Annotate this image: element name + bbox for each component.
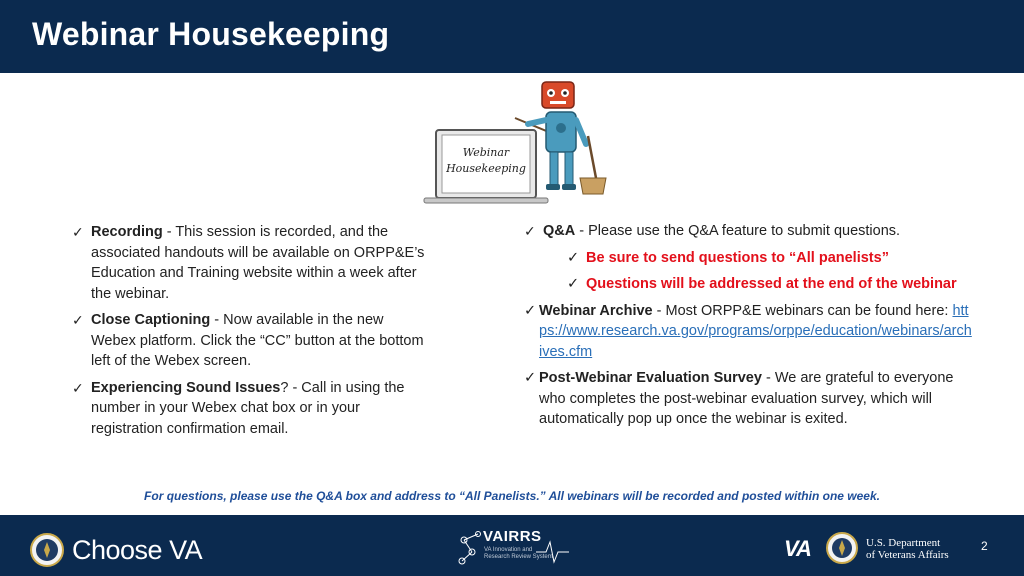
item-label: Close Captioning: [91, 312, 211, 328]
checkmark-icon: ✓: [72, 379, 84, 396]
right-column: [524, 221, 974, 436]
title-bar: [0, 0, 1024, 73]
item-label: Post-Webinar Evaluation Survey: [539, 370, 762, 386]
item-label: Q&A: [543, 223, 576, 239]
item-text: - This session is recorded, and the associated handouts will be available on ORPP&E’s Education and Training website within a week after the webinar.: [91, 224, 425, 302]
item-text: - Most ORPP&E webinars can be found here:: [652, 302, 953, 319]
subitem-text: Be sure to send questions to “All panelists”: [586, 249, 889, 266]
list-item-close-captioning: [72, 310, 432, 372]
list-item-sound-issues: [72, 378, 432, 440]
item-label: Webinar Archive: [539, 302, 653, 319]
qa-subitem-end: [524, 274, 974, 295]
checkmark-icon: ✓: [524, 302, 537, 319]
list-item-archive: [524, 301, 974, 363]
robot-laptop-illustration: [420, 78, 610, 208]
item-text: - Please use the Q&A feature to submit questions.: [575, 223, 901, 239]
item-text: - We are grateful to everyone who completes the post-webinar evaluation survey, which will automatically pop up once the webinar is exited.: [539, 370, 954, 427]
va-logo-text: VA: [784, 536, 811, 561]
list-item-survey: [524, 368, 974, 430]
checkmark-icon: ✓: [567, 249, 580, 266]
qa-subitem-panelists: [524, 248, 974, 269]
laptop-text-line2: Housekeeping: [446, 162, 526, 175]
vairrs-title: VAIRRS: [483, 528, 542, 545]
dept-line2: of Veterans Affairs: [866, 549, 949, 561]
va-seal-icon: [826, 532, 858, 564]
item-label: Recording: [91, 224, 163, 240]
dept-line1: U.S. Department: [866, 537, 941, 549]
vairrs-subtitle: VA Innovation and Research Review System: [484, 547, 553, 560]
subitem-text: Questions will be addressed at the end of the webinar: [586, 276, 957, 292]
va-seal-icon: [30, 533, 64, 567]
page-title: Webinar Housekeeping: [32, 16, 390, 52]
checkmark-icon: ✓: [72, 312, 84, 328]
item-text: - Now available in the new Webex platform. Click the “CC” button at the bottom left of the Webex screen.: [91, 312, 424, 369]
list-item-recording: [72, 222, 432, 304]
checkmark-icon: ✓: [524, 370, 537, 386]
checkmark-icon: ✓: [72, 224, 84, 240]
choose-va-logo: [30, 533, 202, 567]
item-label: Experiencing Sound Issues: [91, 379, 281, 396]
footer-note: For questions, please use the Q&A box and address to “All Panelists.” All webinars will be recorded and posted within one week.: [144, 489, 880, 503]
choose-va-text: Choose VA: [72, 534, 203, 565]
left-column: [72, 222, 432, 445]
page-number: 2: [981, 539, 988, 553]
item-text: ? - Call in using the number in your Webex chat box or in your registration confirmation email.: [91, 379, 405, 437]
checkmark-icon: ✓: [567, 276, 580, 292]
archive-link[interactable]: https://www.research.va.gov/programs/orppe/education/webinars/archives.cfm: [539, 302, 972, 360]
laptop-text-line1: Webinar: [462, 146, 510, 159]
list-item-qa: [524, 221, 974, 242]
department-name: [866, 537, 949, 561]
checkmark-icon: ✓: [524, 223, 536, 239]
